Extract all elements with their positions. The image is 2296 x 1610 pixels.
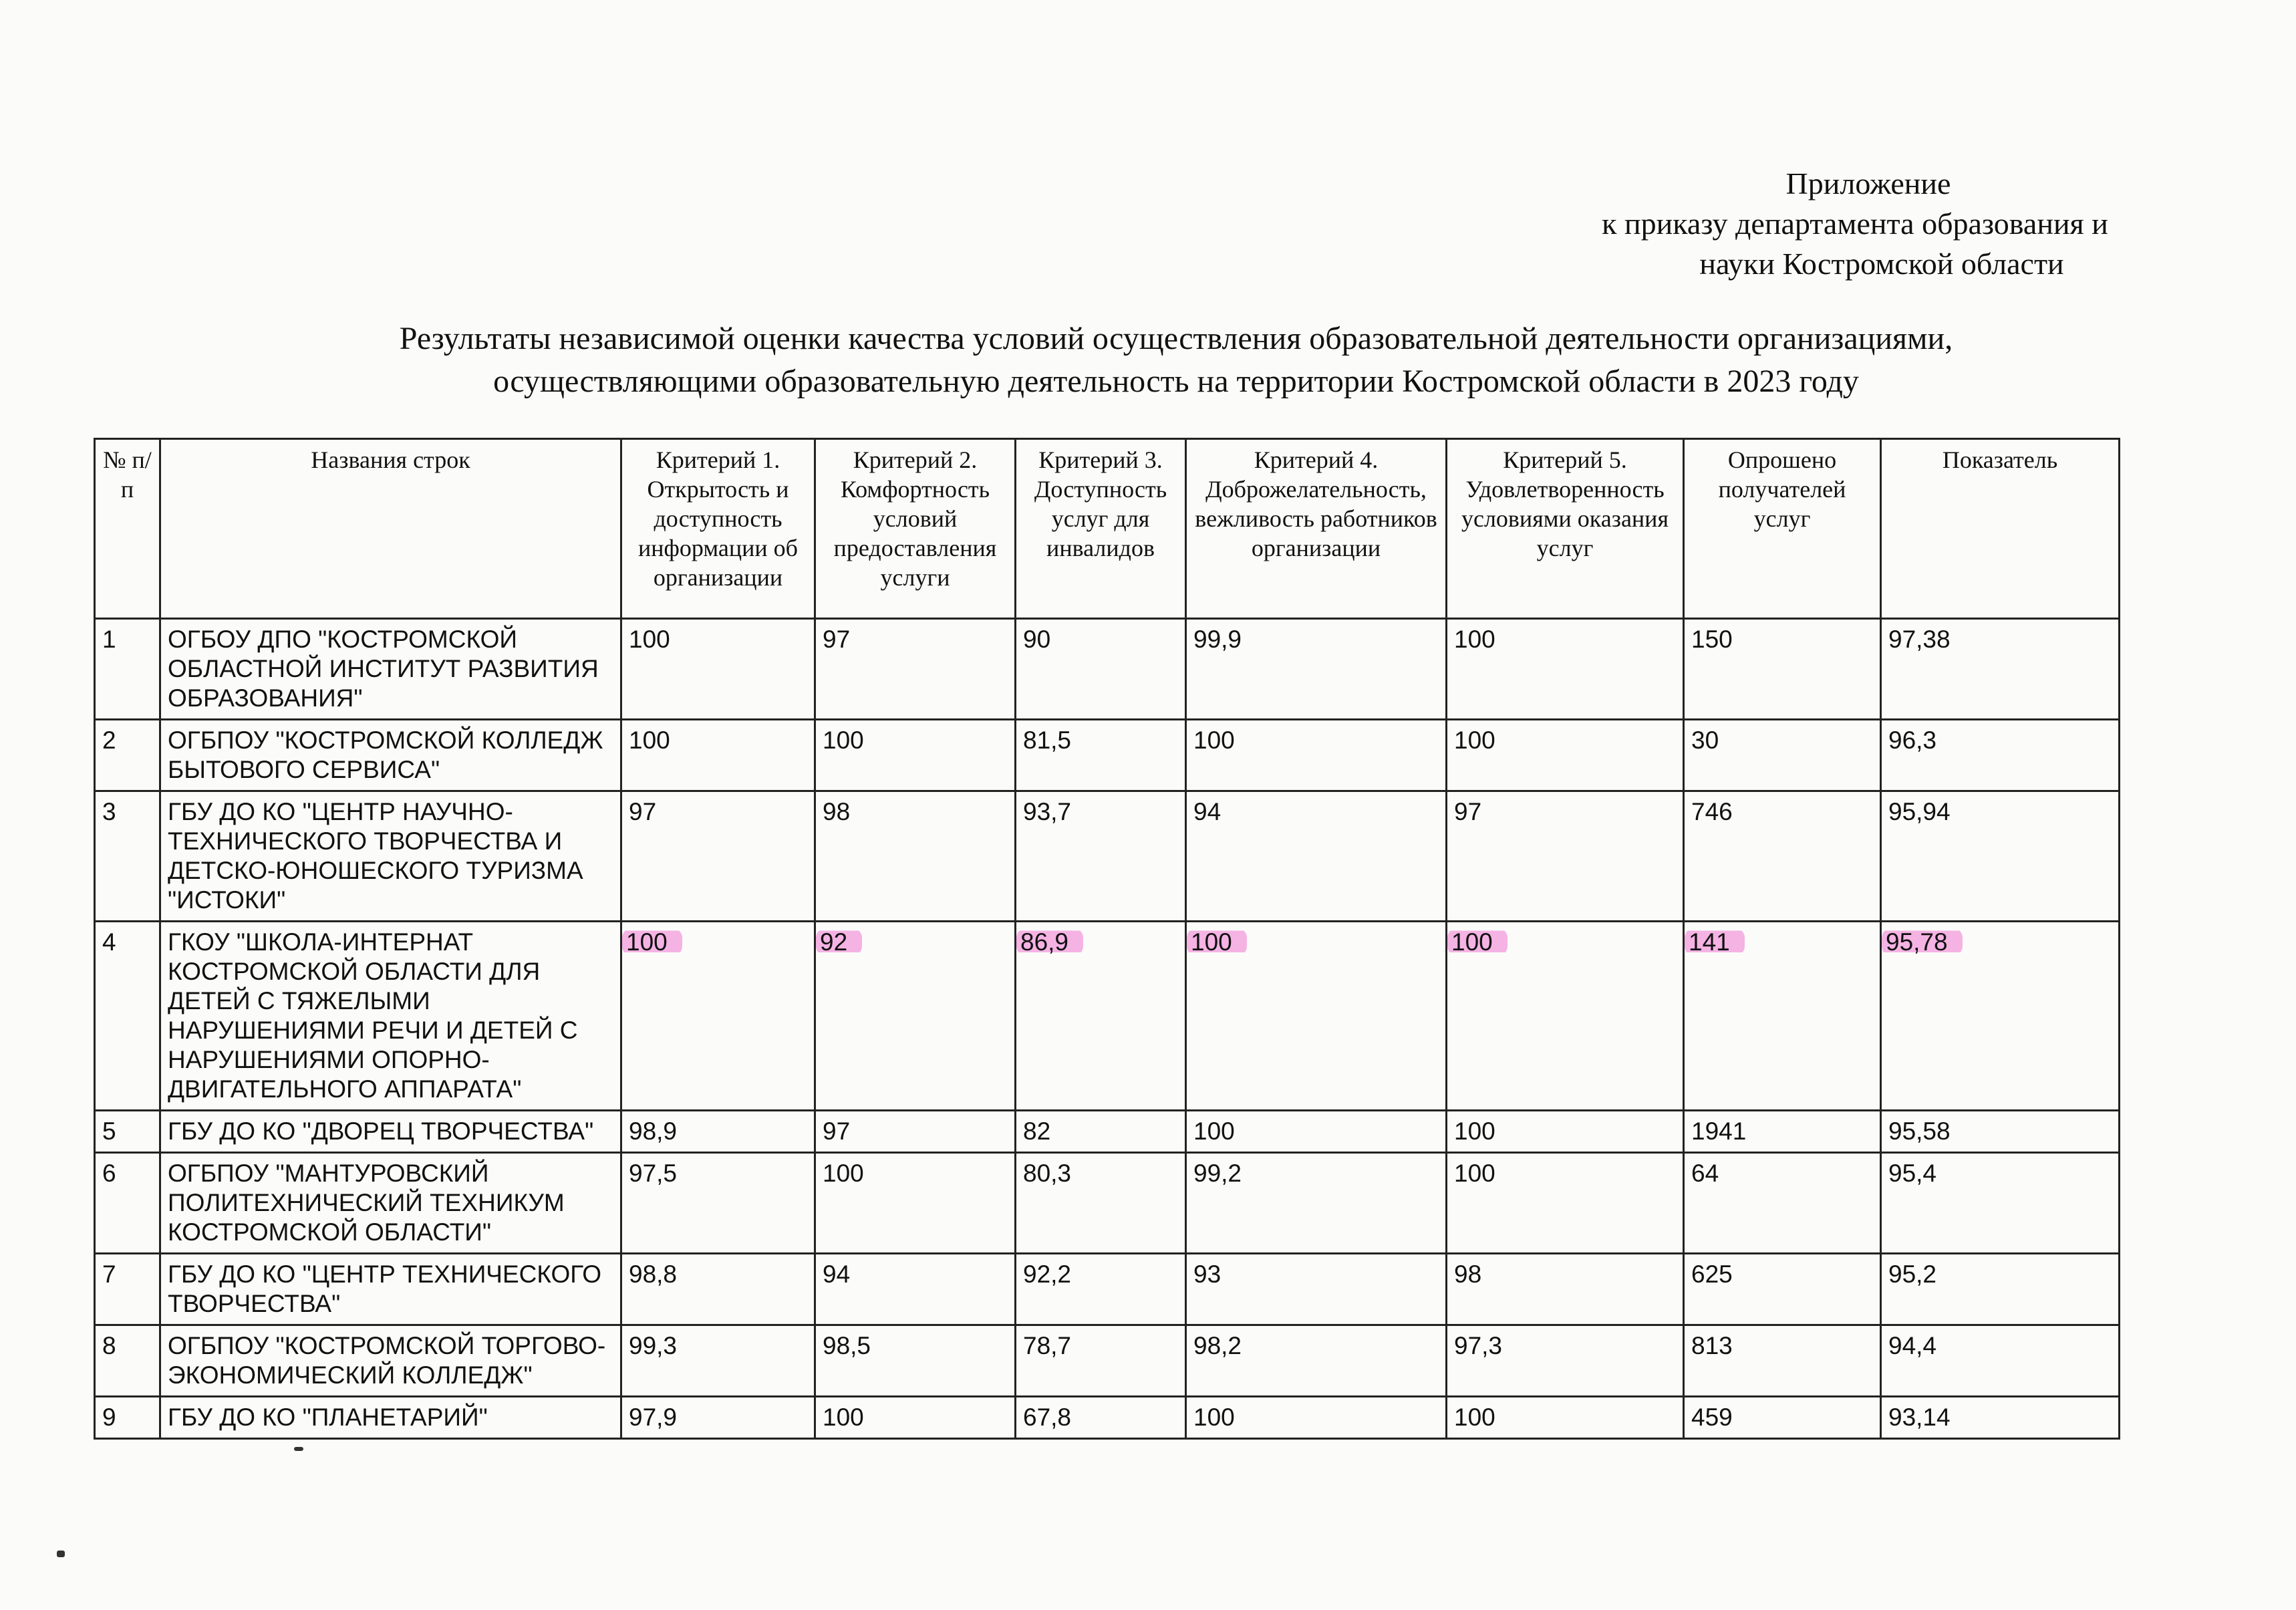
cell-value: 99,9 xyxy=(1193,626,1242,653)
cell-criterion-1 xyxy=(621,1254,815,1325)
cell-value: 100 xyxy=(1193,1403,1235,1431)
table-row xyxy=(95,619,2120,720)
cell-value: 95,2 xyxy=(1888,1260,1937,1288)
cell-value: 100 xyxy=(622,928,682,956)
cell-value: 98,2 xyxy=(1193,1332,1242,1359)
cell-value: 100 xyxy=(1454,1403,1495,1431)
cell-score xyxy=(1881,1325,2120,1397)
header-criterion-2: Критерий 2. Комфортность условий предоставления услуги xyxy=(815,439,1016,619)
appendix-line-1: Приложение xyxy=(1785,166,1951,200)
cell-value: 100 xyxy=(823,726,864,754)
cell-criterion-4 xyxy=(1186,1325,1447,1397)
cell-criterion-2 xyxy=(815,1153,1016,1254)
scan-speck xyxy=(57,1551,65,1557)
cell-criterion-3 xyxy=(1016,720,1186,791)
cell-value: 100 xyxy=(1193,726,1235,754)
table-row xyxy=(95,791,2120,922)
cell-criterion-2 xyxy=(815,720,1016,791)
cell-criterion-3 xyxy=(1016,791,1186,922)
cell-value: 98 xyxy=(823,798,851,825)
cell-surveyed xyxy=(1684,1153,1881,1254)
cell-criterion-4 xyxy=(1186,1254,1447,1325)
document-title xyxy=(200,317,2152,403)
cell-organization-name: ГКОУ "ШКОЛА-ИНТЕРНАТ КОСТРОМСКОЙ ОБЛАСТИ ДЛЯ ДЕТЕЙ С ТЯЖЕЛЫМИ НАРУШЕНИЯМИ РЕЧИ И ДЕТЕЙ С НАРУШЕНИЯМИ ОПОРНО-ДВИГАТЕЛЬНОГО АППАРАТА" xyxy=(160,922,621,1111)
cell-organization-name: ОГБПОУ "КОСТРОМСКОЙ ТОРГОВО-ЭКОНОМИЧЕСКИЙ КОЛЛЕДЖ" xyxy=(160,1325,621,1397)
cell-score xyxy=(1881,922,2120,1111)
cell-criterion-3 xyxy=(1016,619,1186,720)
cell-criterion-5 xyxy=(1447,1111,1684,1153)
cell-surveyed xyxy=(1684,619,1881,720)
cell-value: 97 xyxy=(823,626,851,653)
cell-criterion-3 xyxy=(1016,1325,1186,1397)
header-criterion-4: Критерий 4. Доброжелательность, вежливость работников организации xyxy=(1186,439,1447,619)
cell-value: 98,5 xyxy=(823,1332,871,1359)
cell-index: 3 xyxy=(95,791,160,922)
table-row xyxy=(95,1153,2120,1254)
cell-value: 97 xyxy=(823,1117,851,1145)
table-row xyxy=(95,1325,2120,1397)
cell-criterion-1 xyxy=(621,1325,815,1397)
cell-criterion-4 xyxy=(1186,720,1447,791)
cell-index: 1 xyxy=(95,619,160,720)
cell-criterion-5 xyxy=(1447,1153,1684,1254)
cell-surveyed xyxy=(1684,791,1881,922)
table-body xyxy=(95,619,2120,1439)
cell-criterion-1 xyxy=(621,720,815,791)
cell-value: 94,4 xyxy=(1888,1332,1937,1359)
cell-criterion-5 xyxy=(1447,720,1684,791)
cell-surveyed xyxy=(1684,1254,1881,1325)
cell-value: 100 xyxy=(1447,928,1508,956)
title-line-2: осуществляющими образовательную деятельность на территории Костромской области в 2023 году xyxy=(493,364,1859,399)
cell-value: 98,9 xyxy=(629,1117,678,1145)
cell-value: 813 xyxy=(1691,1332,1733,1359)
header-row xyxy=(95,439,2120,619)
cell-criterion-2 xyxy=(815,1111,1016,1153)
cell-value: 82 xyxy=(1023,1117,1051,1145)
cell-value: 100 xyxy=(629,726,670,754)
cell-value: 100 xyxy=(629,626,670,653)
cell-organization-name: ГБУ ДО КО "ЦЕНТР ТЕХНИЧЕСКОГО ТВОРЧЕСТВА" xyxy=(160,1254,621,1325)
cell-value: 93,14 xyxy=(1888,1403,1951,1431)
cell-score xyxy=(1881,619,2120,720)
header-name: Названия строк xyxy=(160,439,621,619)
table-row xyxy=(95,720,2120,791)
cell-organization-name: ОГБПОУ "КОСТРОМСКОЙ КОЛЛЕДЖ БЫТОВОГО СЕРВИСА" xyxy=(160,720,621,791)
cell-value: 95,94 xyxy=(1888,798,1951,825)
cell-value: 86,9 xyxy=(1016,928,1083,956)
cell-score xyxy=(1881,1153,2120,1254)
cell-criterion-4 xyxy=(1186,1111,1447,1153)
cell-criterion-5 xyxy=(1447,619,1684,720)
scan-speck xyxy=(294,1447,303,1451)
cell-value: 100 xyxy=(1193,1117,1235,1145)
cell-value: 97,3 xyxy=(1454,1332,1503,1359)
cell-value: 100 xyxy=(823,1403,864,1431)
cell-value: 100 xyxy=(1454,1160,1495,1187)
cell-value: 459 xyxy=(1691,1403,1733,1431)
cell-surveyed xyxy=(1684,720,1881,791)
cell-value: 97,9 xyxy=(629,1403,678,1431)
cell-value: 95,58 xyxy=(1888,1117,1951,1145)
cell-value: 94 xyxy=(1193,798,1222,825)
cell-score xyxy=(1881,1254,2120,1325)
cell-criterion-2 xyxy=(815,1325,1016,1397)
cell-criterion-2 xyxy=(815,1254,1016,1325)
cell-criterion-2 xyxy=(815,922,1016,1111)
cell-criterion-4 xyxy=(1186,922,1447,1111)
cell-value: 625 xyxy=(1691,1260,1733,1288)
cell-value: 97,38 xyxy=(1888,626,1951,653)
cell-value: 99,2 xyxy=(1193,1160,1242,1187)
cell-criterion-1 xyxy=(621,1153,815,1254)
title-line-1: Результаты независимой оценки качества условий осуществления образовательной деятельности организациями, xyxy=(399,321,1953,356)
cell-index: 2 xyxy=(95,720,160,791)
cell-value: 95,4 xyxy=(1888,1160,1937,1187)
cell-criterion-4 xyxy=(1186,619,1447,720)
cell-criterion-3 xyxy=(1016,1254,1186,1325)
cell-criterion-1 xyxy=(621,1111,815,1153)
appendix-header xyxy=(1554,164,2156,284)
cell-criterion-2 xyxy=(815,1397,1016,1439)
cell-criterion-1 xyxy=(621,1397,815,1439)
appendix-line-2: к приказу департамента образования и xyxy=(1602,207,2108,241)
cell-value: 97 xyxy=(629,798,657,825)
table-row xyxy=(95,922,2120,1111)
cell-criterion-3 xyxy=(1016,1153,1186,1254)
table-row xyxy=(95,1111,2120,1153)
cell-score xyxy=(1881,720,2120,791)
cell-value: 100 xyxy=(1454,726,1495,754)
cell-score xyxy=(1881,791,2120,922)
cell-value: 97 xyxy=(1454,798,1482,825)
cell-value: 81,5 xyxy=(1023,726,1072,754)
cell-value: 100 xyxy=(1454,626,1495,653)
results-table xyxy=(94,438,2120,1440)
cell-criterion-1 xyxy=(621,791,815,922)
cell-criterion-5 xyxy=(1447,1397,1684,1439)
cell-score xyxy=(1881,1111,2120,1153)
cell-value: 98,8 xyxy=(629,1260,678,1288)
cell-criterion-1 xyxy=(621,922,815,1111)
cell-value: 1941 xyxy=(1691,1117,1747,1145)
cell-value: 96,3 xyxy=(1888,726,1937,754)
cell-value: 64 xyxy=(1691,1160,1719,1187)
header-criterion-5: Критерий 5. Удовлетворенность условиями оказания услуг xyxy=(1447,439,1684,619)
header-index: № п/п xyxy=(95,439,160,619)
cell-value: 94 xyxy=(823,1260,851,1288)
table-row xyxy=(95,1397,2120,1439)
cell-criterion-2 xyxy=(815,791,1016,922)
appendix-line-3: науки Костромской области xyxy=(1699,247,2064,281)
header-score: Показатель xyxy=(1881,439,2120,619)
cell-criterion-4 xyxy=(1186,1397,1447,1439)
cell-criterion-3 xyxy=(1016,922,1186,1111)
cell-criterion-4 xyxy=(1186,791,1447,922)
cell-organization-name: ГБУ ДО КО "ДВОРЕЦ ТВОРЧЕСТВА" xyxy=(160,1111,621,1153)
cell-criterion-3 xyxy=(1016,1111,1186,1153)
cell-criterion-2 xyxy=(815,619,1016,720)
cell-value: 92,2 xyxy=(1023,1260,1072,1288)
cell-index: 5 xyxy=(95,1111,160,1153)
header-criterion-3: Критерий 3. Доступность услуг для инвалидов xyxy=(1016,439,1186,619)
header-surveyed: Опрошено получателей услуг xyxy=(1684,439,1881,619)
cell-organization-name: ОГБПОУ "МАНТУРОВСКИЙ ПОЛИТЕХНИЧЕСКИЙ ТЕХНИКУМ КОСТРОМСКОЙ ОБЛАСТИ" xyxy=(160,1153,621,1254)
cell-value: 746 xyxy=(1691,798,1733,825)
cell-criterion-5 xyxy=(1447,922,1684,1111)
cell-value: 95,78 xyxy=(1882,928,1963,956)
cell-criterion-4 xyxy=(1186,1153,1447,1254)
cell-value: 93,7 xyxy=(1023,798,1072,825)
cell-value: 30 xyxy=(1691,726,1719,754)
cell-criterion-5 xyxy=(1447,1325,1684,1397)
cell-index: 9 xyxy=(95,1397,160,1439)
cell-value: 80,3 xyxy=(1023,1160,1072,1187)
cell-value: 67,8 xyxy=(1023,1403,1072,1431)
cell-value: 98 xyxy=(1454,1260,1482,1288)
header-criterion-1: Критерий 1. Открытость и доступность информации об организации xyxy=(621,439,815,619)
cell-organization-name: ГБУ ДО КО "ПЛАНЕТАРИЙ" xyxy=(160,1397,621,1439)
cell-organization-name: ОГБОУ ДПО "КОСТРОМСКОЙ ОБЛАСТНОЙ ИНСТИТУТ РАЗВИТИЯ ОБРАЗОВАНИЯ" xyxy=(160,619,621,720)
cell-surveyed xyxy=(1684,1397,1881,1439)
cell-value: 141 xyxy=(1685,928,1745,956)
cell-value: 93 xyxy=(1193,1260,1222,1288)
cell-index: 4 xyxy=(95,922,160,1111)
cell-value: 100 xyxy=(1187,928,1247,956)
cell-criterion-5 xyxy=(1447,791,1684,922)
cell-index: 8 xyxy=(95,1325,160,1397)
cell-index: 7 xyxy=(95,1254,160,1325)
cell-value: 99,3 xyxy=(629,1332,678,1359)
cell-organization-name: ГБУ ДО КО "ЦЕНТР НАУЧНО-ТЕХНИЧЕСКОГО ТВОРЧЕСТВА И ДЕТСКО-ЮНОШЕСКОГО ТУРИЗМА "ИСТОКИ" xyxy=(160,791,621,922)
cell-surveyed xyxy=(1684,1325,1881,1397)
cell-surveyed xyxy=(1684,1111,1881,1153)
cell-value: 90 xyxy=(1023,626,1051,653)
cell-value: 150 xyxy=(1691,626,1733,653)
cell-value: 100 xyxy=(823,1160,864,1187)
cell-index: 6 xyxy=(95,1153,160,1254)
cell-criterion-1 xyxy=(621,619,815,720)
cell-value: 100 xyxy=(1454,1117,1495,1145)
cell-criterion-3 xyxy=(1016,1397,1186,1439)
cell-score xyxy=(1881,1397,2120,1439)
cell-criterion-5 xyxy=(1447,1254,1684,1325)
cell-surveyed xyxy=(1684,922,1881,1111)
cell-value: 92 xyxy=(816,928,862,956)
table-row xyxy=(95,1254,2120,1325)
cell-value: 97,5 xyxy=(629,1160,678,1187)
cell-value: 78,7 xyxy=(1023,1332,1072,1359)
